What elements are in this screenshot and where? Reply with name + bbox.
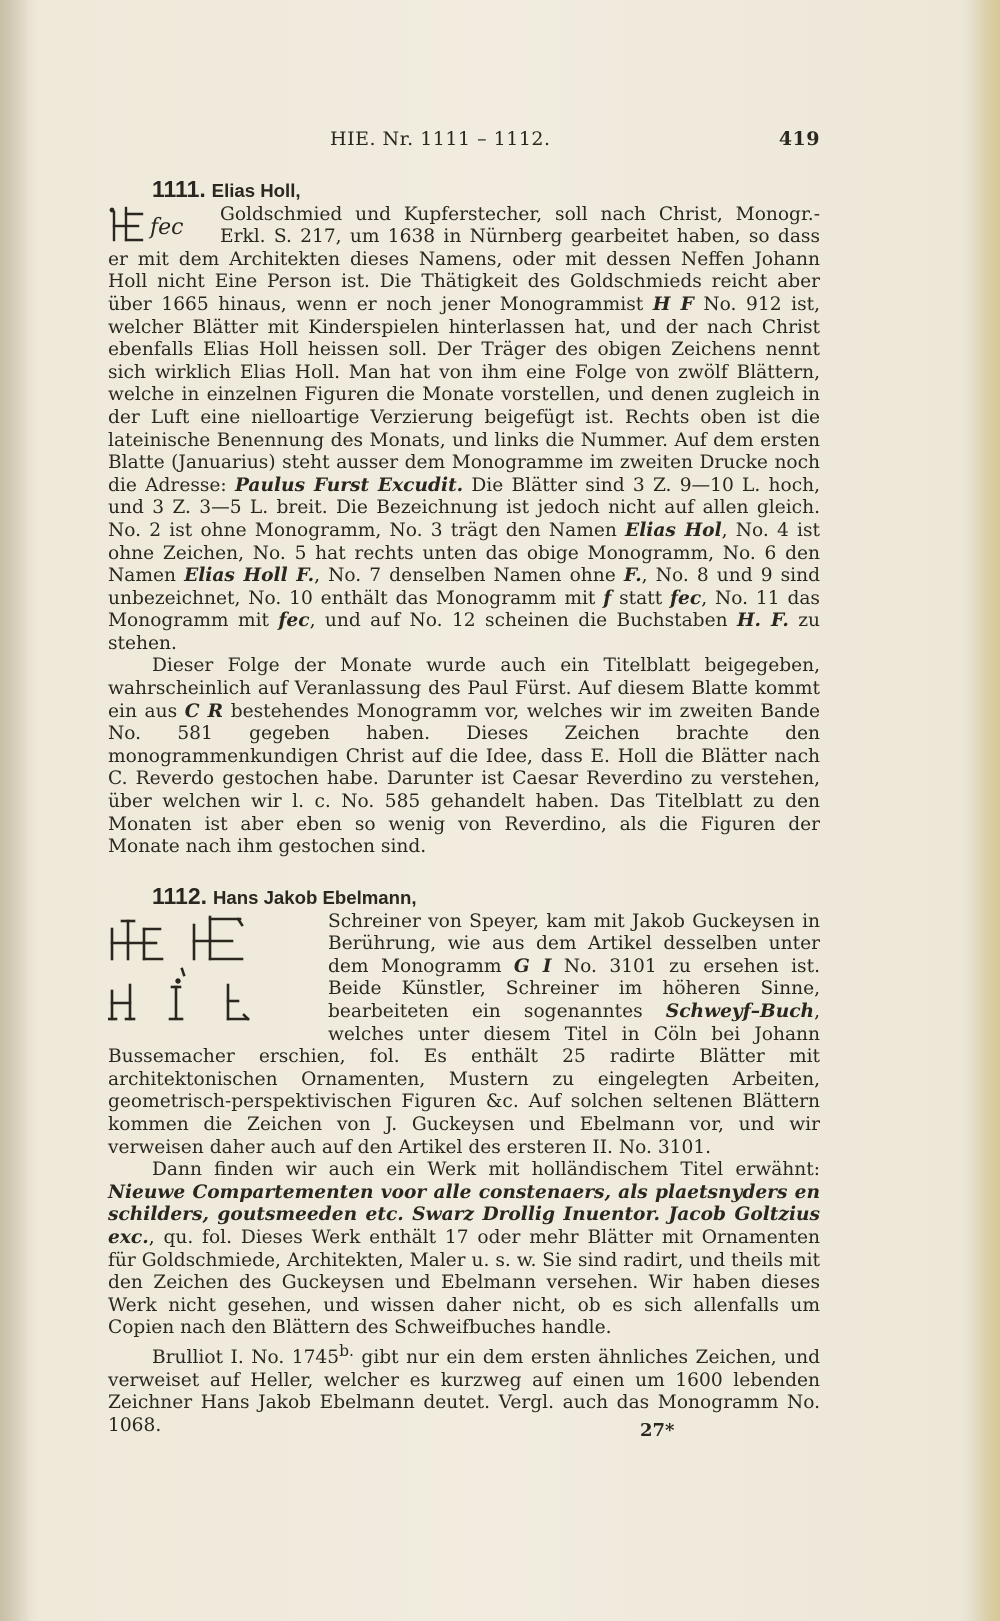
page-shadow-left <box>0 0 30 1621</box>
artist-name: Hans Jakob Ebelmann, <box>212 887 417 908</box>
entry-1111-paragraph-1: fec Goldschmied und Kupferstecher, soll nach Christ, Monogr.-Erkl. S. 217, um 1638 in Nürnberg gearbeitet haben, so dass er mit dem Architekten dieses Namens, oder mit dessen Neffen Johann Holl nicht Eine Person ist. Die Thätigkeit des Goldschmieds reicht aber über 1665 hinaus, wenn er noch jener Monogrammist H F No. 912 ist, welcher Blätter mit Kinderspielen hinterlassen hat, und der nach Christ ebenfalls Elias Holl heissen soll. Der Träger des obigen Zeichens nennt sich wirklich Elias Holl. Man hat von ihm eine Folge von zwölf Blättern, welche in einzelnen Figuren die Monate vorstellen, und denen zugleich in der Luft eine nielloartige Verzierung beigefügt ist. Rechts oben ist die lateinische Benennung des Monats, und links die Nummer. Auf dem ersten Blatte (Januarius) steht ausser dem Monogramme im zweiten Drucke noch die Adresse: Paulus Furst Excudit. Die Blätter sind 3 Z. 9—10 L. hoch, und 3 Z. 3—5 L. breit. Die Bezeichnung ist jedoch nicht auf allen gleich. No. 2 ist ohne Monogramm, No. 3 trägt den Namen Elias Hol, No. 4 ist ohne Zeichen, No. 5 hat rechts unten das obige Monogramm, No. 6 den Namen Elias Holl F., No. 7 denselben Namen ohne F., No. 8 und 9 sind unbezeichnet, No. 10 enthält das Monogramm mit f statt fec, No. 11 das Monogramm mit fec, und auf No. 12 scheinen die Buchstaben H. F. zu stehen. <box>108 203 821 654</box>
entry-1112 <box>108 885 820 1437</box>
entry-1111-paragraph-2: Dieser Folge der Monate wurde auch ein Titelblatt beigegeben, wahrscheinlich auf Veranlassung des Paul Fürst. Auf diesem Blatte kommt ein aus C R bestehendes Monogramm vor, welches wir im zweiten Bande No. 581 gegeben haben. Dieses Zeichen brachte den monogrammenkundigen Christ auf die Idee, dass E. Holl die Blätter nach C. Reverdo gestochen habe. Darunter ist Caesar Reverdino zu verstehen, über welchen wir l. c. No. 585 gehandelt haben. Das Titelblatt zu den Monaten ist aber eben so wenig von Reverdino, als die Figuren der Monate nach ihm gestochen sind. <box>108 655 820 858</box>
entry-number: 1112. <box>152 883 208 909</box>
entry-1111-heading <box>108 178 820 204</box>
printer-signature-mark: 27* <box>640 1420 675 1441</box>
monogram-group-hie <box>108 911 318 1027</box>
entry-number: 1111. <box>152 176 206 202</box>
running-header <box>330 128 820 158</box>
entry-1112-paragraph-3: Brulliot I. No. $1745^{b.}$ gibt nur ein dem ersten ähnliches Zeichen, und verweiset auf Heller, welcher es kurzweg auf einen um 1600 lebenden Zeichner Hans Jakob Ebelmann deutet. Vergl. auch das Monogramm No. 1068. <box>108 1341 820 1436</box>
entry-1112-paragraph-2: Dann finden wir auch ein Werk mit holländischem Titel erwähnt: Nieuwe Compartementen voor alle constenaers, als plaetsnyders en schilders, goutsmeeden etc. Swarz Drollig Inuentor. Jacob Goltzius exc., qu. fol. Dieses Werk enthält 17 oder mehr Blätter mit Ornamenten für Goldschmiede, Architekten, Maler u. s. w. Sie sind radirt, und theils mit den Zeichen des Guckeysen und Ebelmann versehen. Wir haben dieses Werk nicht gesehen, und wissen daher nicht, ob es sich allenfalls um Copien nach den Blättern des Schweifbuches handle. <box>108 1159 820 1339</box>
svg-text:fec: fec <box>150 214 184 240</box>
monogram-he-fec <box>108 204 210 248</box>
header-title: HIE. Nr. 1111 – 1112. <box>330 128 551 150</box>
entry-1111 <box>108 178 820 859</box>
entry-1112-paragraph-1: Schreiner von Speyer, kam mit Jakob Guckeysen in Berührung, wie aus dem Artikel desselben unter dem Monogramm G I No. 3101 zu ersehen ist. Beide Künstler, Schreiner im höheren Sinne, bearbeiteten ein sogenanntes Schweyf–Buch, welches unter diesem Titel in Cöln bei Johann Bussemacher erschien, fol. Es enthält 25 radirte Blätter mit architektonischen Ornamenten, Mustern zu eingelegten Arbeiten, geometrisch-perspektivischen Figuren &c. Auf solchen seltenen Blättern kommen die Zeichen von J. Guckeysen und Ebelmann vor, und wir verweisen daher auch auf den Artikel des ersteren II. No. 3101. <box>108 910 820 1158</box>
artist-name: Elias Holl, <box>211 180 301 201</box>
entry-1112-heading <box>108 885 820 911</box>
page-edge-right <box>970 0 1000 1621</box>
page-number: 419 <box>778 128 820 150</box>
